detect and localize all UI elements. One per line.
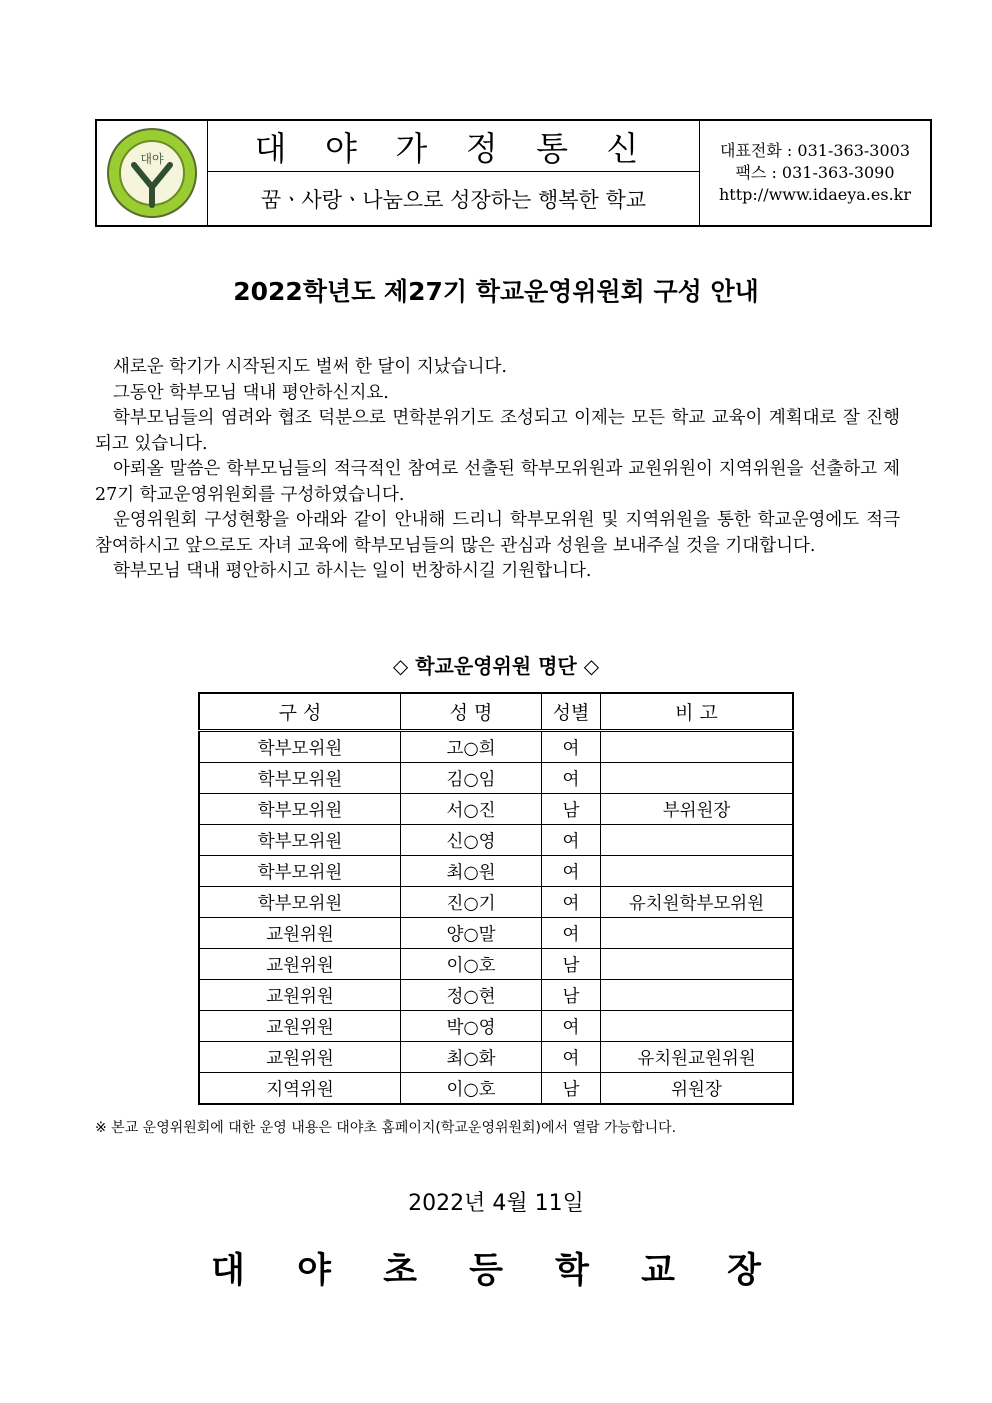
paragraph: 새로운 학기가 시작된지도 벌써 한 달이 지났습니다. bbox=[113, 357, 507, 377]
cell-name: 진○기 bbox=[401, 887, 542, 918]
cell-role: 지역위원 bbox=[199, 1073, 401, 1105]
cell-name: 양○말 bbox=[401, 918, 542, 949]
cell-note bbox=[601, 763, 794, 794]
cell-role: 학부모위원 bbox=[199, 794, 401, 825]
cell-gender: 여 bbox=[542, 887, 601, 918]
cell-name: 박○영 bbox=[401, 1011, 542, 1042]
table-row bbox=[199, 794, 793, 825]
cell-gender: 남 bbox=[542, 980, 601, 1011]
cell-gender: 남 bbox=[542, 1073, 601, 1105]
cell-gender: 여 bbox=[542, 918, 601, 949]
column-header-note: 비 고 bbox=[601, 693, 794, 731]
school-slogan: 꿈ㆍ사랑ㆍ나눔으로 성장하는 행복한 학교 bbox=[260, 187, 647, 212]
footnote: ※ 본교 운영위원회에 대한 운영 내용은 대야초 홈페이지(학교운영위원회)에서 열람 가능합니다. bbox=[95, 1120, 677, 1136]
cell-role: 학부모위원 bbox=[199, 887, 401, 918]
cell-role: 교원위원 bbox=[199, 1011, 401, 1042]
cell-name: 최○원 bbox=[401, 856, 542, 887]
table-row bbox=[199, 825, 793, 856]
cell-name: 정○현 bbox=[401, 980, 542, 1011]
cell-note bbox=[601, 980, 794, 1011]
cell-gender: 여 bbox=[542, 731, 601, 763]
cell-gender: 남 bbox=[542, 794, 601, 825]
cell-note: 위원장 bbox=[601, 1073, 794, 1105]
cell-name: 신○영 bbox=[401, 825, 542, 856]
column-header-gender: 성별 bbox=[542, 693, 601, 731]
title-cell bbox=[208, 121, 700, 225]
cell-role: 학부모위원 bbox=[199, 763, 401, 794]
table-row bbox=[199, 1011, 793, 1042]
cell-name: 이○호 bbox=[401, 1073, 542, 1105]
issue-date: 2022년 4월 11일 bbox=[408, 1191, 584, 1216]
cell-role: 교원위원 bbox=[199, 980, 401, 1011]
cell-name: 김○임 bbox=[401, 763, 542, 794]
member-table bbox=[198, 692, 794, 1105]
cell-note bbox=[601, 1011, 794, 1042]
document-title: 2022학년도 제27기 학교운영위원회 구성 안내 bbox=[233, 277, 759, 306]
cell-gender: 여 bbox=[542, 825, 601, 856]
cell-role: 교원위원 bbox=[199, 949, 401, 980]
column-header-role: 구 성 bbox=[199, 693, 401, 731]
table-body bbox=[199, 731, 793, 1105]
table-row bbox=[199, 1073, 793, 1105]
paragraph: 운영위원회 구성현황을 아래와 같이 안내해 드리니 학부모위원 및 지역위원을 통한 학교운영에도 적극 참여하시고 앞으로도 자녀 교육에 학부모님들의 많은 관심과 성원을 보내주실 것을 기대합니다. bbox=[95, 510, 900, 556]
newsletter-title: 대 야 가 정 통 신 bbox=[208, 121, 699, 172]
cell-gender: 남 bbox=[542, 949, 601, 980]
cell-role: 학부모위원 bbox=[199, 856, 401, 887]
cell-gender: 여 bbox=[542, 856, 601, 887]
paragraph: 아뢰올 말씀은 학부모님들의 적극적인 참여로 선출된 학부모위원과 교원위원이 지역위원을 선출하고 제27기 학교운영위원회를 구성하였습니다. bbox=[95, 459, 900, 505]
member-list-heading: ◇ 학교운영위원 명단 ◇ bbox=[392, 654, 600, 678]
body-text bbox=[95, 355, 900, 585]
table-row bbox=[199, 949, 793, 980]
logo-text: 대야 bbox=[140, 152, 164, 166]
table-row bbox=[199, 856, 793, 887]
cell-name: 최○화 bbox=[401, 1042, 542, 1073]
cell-note bbox=[601, 731, 794, 763]
paragraph: 그동안 학부모님 댁내 평안하신지요. bbox=[113, 382, 389, 403]
table-row bbox=[199, 731, 793, 763]
cell-note bbox=[601, 949, 794, 980]
cell-gender: 여 bbox=[542, 1042, 601, 1073]
table-row bbox=[199, 763, 793, 794]
cell-name: 서○진 bbox=[401, 794, 542, 825]
cell-name: 고○희 bbox=[401, 731, 542, 763]
fax-number: 팩스 : 031-363-3090 bbox=[735, 163, 895, 182]
school-logo-icon bbox=[104, 125, 200, 221]
cell-gender: 여 bbox=[542, 763, 601, 794]
phone-number: 대표전화 : 031-363-3003 bbox=[720, 141, 910, 160]
cell-note: 유치원교원위원 bbox=[601, 1042, 794, 1073]
website-url: http://www.idaeya.es.kr bbox=[719, 185, 911, 204]
cell-role: 교원위원 bbox=[199, 1042, 401, 1073]
table-row bbox=[199, 887, 793, 918]
principal-signature: 대 야 초 등 학 교 장 bbox=[211, 1251, 781, 1291]
column-header-name: 성 명 bbox=[401, 693, 542, 731]
paragraph: 학부모님 댁내 평안하시고 하시는 일이 번창하시길 기원합니다. bbox=[113, 561, 592, 581]
newsletter-header bbox=[95, 119, 932, 227]
table-row bbox=[199, 980, 793, 1011]
cell-note bbox=[601, 856, 794, 887]
cell-note: 부위원장 bbox=[601, 794, 794, 825]
cell-role: 학부모위원 bbox=[199, 731, 401, 763]
paragraph: 학부모님들의 염려와 협조 덕분으로 면학분위기도 조성되고 이제는 모든 학교 교육이 계획대로 잘 진행되고 있습니다. bbox=[95, 408, 900, 454]
cell-gender: 여 bbox=[542, 1011, 601, 1042]
table-row bbox=[199, 1042, 793, 1073]
table-row bbox=[199, 918, 793, 949]
cell-note: 유치원학부모위원 bbox=[601, 887, 794, 918]
contact-info bbox=[700, 121, 930, 225]
table-header-row bbox=[199, 693, 793, 731]
cell-note bbox=[601, 918, 794, 949]
cell-name: 이○호 bbox=[401, 949, 542, 980]
school-logo bbox=[97, 121, 208, 225]
cell-role: 교원위원 bbox=[199, 918, 401, 949]
cell-role: 학부모위원 bbox=[199, 825, 401, 856]
cell-note bbox=[601, 825, 794, 856]
